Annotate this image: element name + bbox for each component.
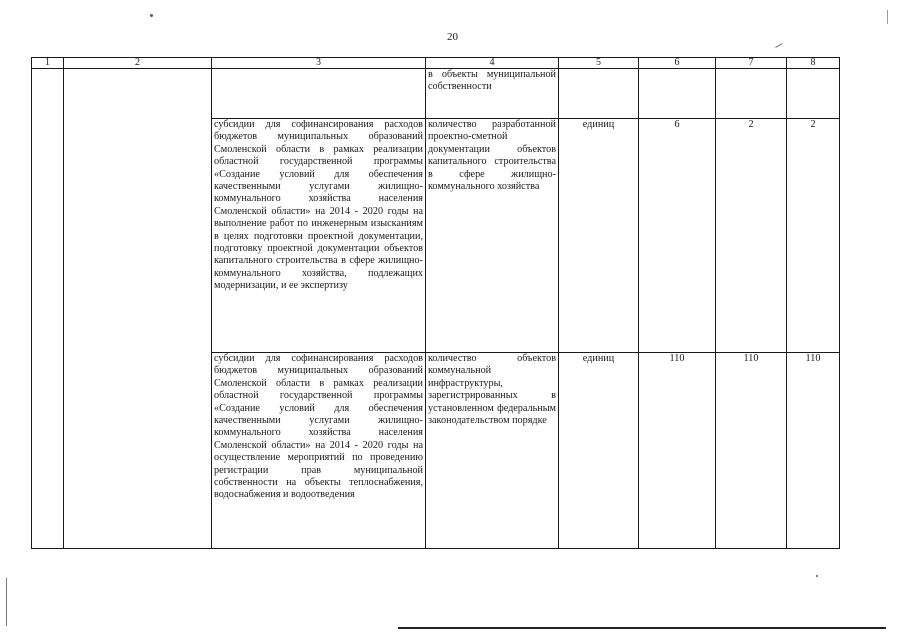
- column-header: 6: [639, 58, 716, 69]
- table-cell: единиц: [559, 353, 639, 549]
- table-cell: [639, 69, 716, 119]
- table-cell: [212, 69, 426, 119]
- scan-mark: [775, 43, 782, 48]
- table-cell: [716, 69, 787, 119]
- table-cell: [64, 69, 212, 549]
- table-cell: 110: [716, 353, 787, 549]
- column-header: 4: [426, 58, 559, 69]
- scan-edge: [6, 578, 7, 626]
- indicators-table: [31, 57, 840, 549]
- scan-edge: [887, 10, 888, 24]
- column-header: 1: [32, 58, 64, 69]
- table-cell: количество объектов коммунальной инфраструктуры, зарегистрированных в установленном федеральным законодательством порядке: [426, 353, 559, 549]
- table-cell: субсидии для софинансирования расходов бюджетов муниципальных образований Смоленской области в рамках реализации областной государственной программы «Создание условий для обеспечения качественными услугами жилищно-коммунального хозяйства населения Смоленской области» на 2014 - 2020 годы на осуществление мероприятий по проведению регистрации прав муниципальной собственности на объекты теплоснабжения, водоснабжения и водоотведения: [212, 353, 426, 549]
- table-cell: в объекты муниципальной собственности: [426, 69, 559, 119]
- column-header: 3: [212, 58, 426, 69]
- table-cell: 110: [639, 353, 716, 549]
- column-header: 7: [716, 58, 787, 69]
- scan-bottom-rule: [398, 627, 886, 629]
- table-cell: 2: [787, 119, 840, 353]
- scan-speck: [150, 14, 153, 17]
- table-cell: 2: [716, 119, 787, 353]
- table-cell: [787, 69, 840, 119]
- column-header: 8: [787, 58, 840, 69]
- table-cell: субсидии для софинансирования расходов бюджетов муниципальных образований Смоленской области в рамках реализации областной государственной программы «Создание условий для обеспечения качественными услугами жилищно-коммунального хозяйства населения Смоленской области» на 2014 - 2020 годы на выполнение работ по инженерным изысканиям в целях подготовки проектной документации, подготовку проектной документации объектов капитального строительства в сфере жилищно-коммунального хозяйства, подлежащих модернизации, и ее экспертизу: [212, 119, 426, 353]
- table-cell: 110: [787, 353, 840, 549]
- table-cell: единиц: [559, 119, 639, 353]
- column-header: 2: [64, 58, 212, 69]
- table-cell: [32, 69, 64, 549]
- table-row: [32, 69, 840, 119]
- table-cell: количество разработанной проектно-сметной документации объектов капитального строительства в сфере жилищно-коммунального хозяйства: [426, 119, 559, 353]
- table-cell: [559, 69, 639, 119]
- table-cell: 6: [639, 119, 716, 353]
- page-number: 20: [447, 31, 458, 43]
- column-header: 5: [559, 58, 639, 69]
- table-header-row: [32, 58, 840, 69]
- scan-speck: [816, 575, 818, 577]
